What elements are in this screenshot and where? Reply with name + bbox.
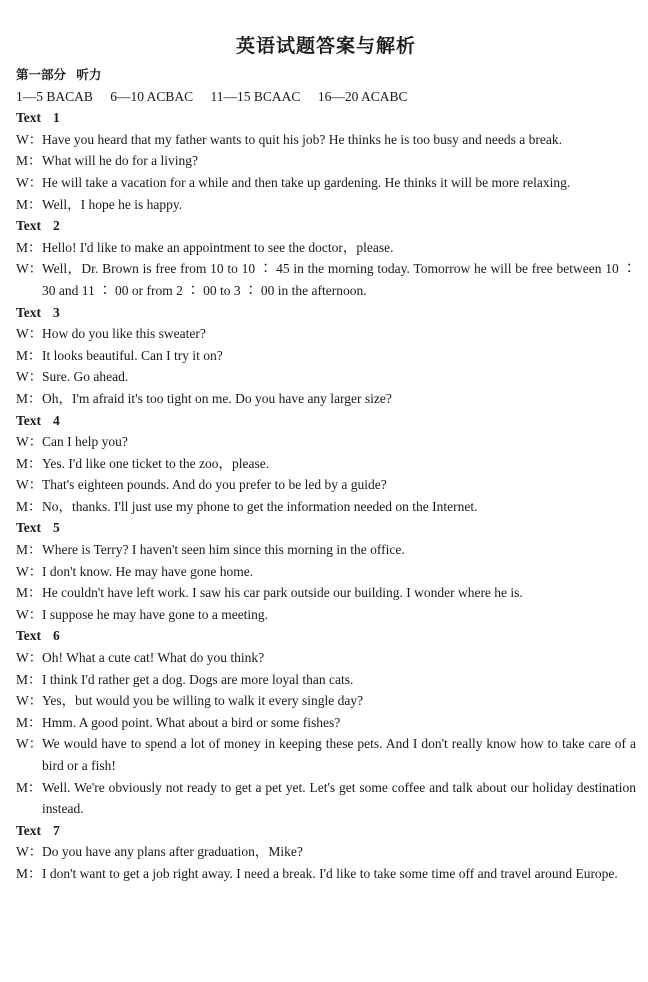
text-heading bbox=[16, 107, 636, 129]
dialogue-text: That's eighteen pounds. And do you prefer to be led by a guide? bbox=[42, 477, 387, 493]
dialogue-text: Well. We're obviously not ready to get a pet yet. Let's get some coffee and talk about our holiday destination instead. bbox=[42, 779, 636, 817]
dialogue-line bbox=[16, 733, 636, 776]
transcripts bbox=[16, 107, 636, 884]
speaker-label: W： bbox=[16, 369, 43, 385]
document-title: 英语试题答案与解析 bbox=[235, 35, 416, 57]
dialogue-text: It looks beautiful. Can I try it on? bbox=[42, 347, 223, 363]
text-number: 3 bbox=[53, 304, 60, 320]
dialogue-text: Can I help you? bbox=[42, 434, 128, 450]
dialogue-line bbox=[16, 690, 636, 712]
dialogue-line bbox=[16, 539, 636, 561]
dialogue-line bbox=[16, 669, 636, 691]
text-label: Text bbox=[16, 304, 42, 320]
dialogue-text: How do you like this sweater? bbox=[42, 326, 206, 342]
text-heading bbox=[16, 302, 636, 324]
speaker-label: M： bbox=[16, 585, 42, 601]
dialogue-text: We would have to spend a lot of money in keeping these pets. And I don't really know how to take care of a bird or a fish! bbox=[42, 736, 636, 773]
dialogue-line bbox=[16, 647, 636, 669]
speaker-label: W： bbox=[16, 844, 43, 860]
dialogue-line bbox=[16, 150, 636, 172]
dialogue-text: Do you have any plans after graduation，Mike? bbox=[42, 844, 303, 860]
speaker-label: M： bbox=[16, 455, 42, 471]
dialogue-line bbox=[16, 366, 636, 388]
dialogue-text: Hello! I'd like to make an appointment to see the doctor，please. bbox=[42, 239, 394, 255]
speaker-label: M： bbox=[16, 390, 42, 406]
dialogue-text: No，thanks. I'll just use my phone to get the information needed on the Internet. bbox=[42, 498, 478, 514]
dialogue-line bbox=[16, 582, 636, 604]
text-label: Text bbox=[16, 110, 42, 126]
answer-key bbox=[16, 86, 636, 108]
dialogue-text: He couldn't have left work. I saw his car park outside our building. I wonder where he is. bbox=[42, 585, 523, 601]
speaker-label: W： bbox=[16, 477, 43, 493]
speaker-label: M： bbox=[16, 153, 42, 169]
text-label: Text bbox=[16, 822, 42, 838]
dialogue-text: Oh! What a cute cat! What do you think? bbox=[42, 650, 265, 666]
dialogue-line bbox=[16, 841, 636, 863]
speaker-label: M： bbox=[16, 196, 42, 212]
speaker-label: W： bbox=[16, 261, 43, 277]
dialogue-line bbox=[16, 431, 636, 453]
text-number: 1 bbox=[53, 110, 60, 126]
dialogue-line bbox=[16, 345, 636, 367]
dialogue-line bbox=[16, 496, 636, 518]
dialogue-line bbox=[16, 258, 636, 301]
answer-group: 1—5 BACAB bbox=[16, 88, 93, 104]
dialogue-line bbox=[16, 129, 636, 151]
dialogue-line bbox=[16, 474, 636, 496]
text-heading bbox=[16, 215, 636, 237]
speaker-label: M： bbox=[16, 347, 42, 363]
text-number: 6 bbox=[53, 628, 60, 644]
dialogue-line bbox=[16, 863, 636, 885]
dialogue-line bbox=[16, 777, 636, 820]
text-number: 4 bbox=[53, 412, 60, 428]
dialogue-line bbox=[16, 453, 636, 475]
dialogue-text: Have you heard that my father wants to quit his job? He thinks he is too busy and needs a break. bbox=[42, 131, 563, 147]
text-heading bbox=[16, 820, 636, 842]
section-name: 听力 bbox=[76, 67, 102, 82]
answer-group: 6—10 ACBAC bbox=[110, 88, 194, 104]
answer-group: 11—15 BCAAC bbox=[210, 88, 301, 104]
dialogue-text: I think I'd rather get a dog. Dogs are more loyal than cats. bbox=[42, 671, 354, 687]
dialogue-text: Well，I hope he is happy. bbox=[42, 196, 183, 212]
text-heading bbox=[16, 625, 636, 647]
dialogue-text: Yes，but would you be willing to walk it every single day? bbox=[42, 693, 364, 709]
dialogue-line bbox=[16, 237, 636, 259]
speaker-label: M： bbox=[16, 714, 42, 730]
dialogue-line bbox=[16, 712, 636, 734]
dialogue-text: Oh，I'm afraid it's too tight on me. Do you have any larger size? bbox=[42, 390, 392, 406]
text-label: Text bbox=[16, 412, 42, 428]
text-label: Text bbox=[16, 520, 42, 536]
dialogue-text: I don't want to get a job right away. I need a break. I'd like to take some time off and travel around Europe. bbox=[42, 865, 618, 881]
speaker-label: M： bbox=[16, 239, 42, 255]
dialogue-text: Hmm. A good point. What about a bird or some fishes? bbox=[42, 714, 341, 730]
speaker-label: W： bbox=[16, 736, 43, 752]
speaker-label: M： bbox=[16, 865, 42, 881]
speaker-label: W： bbox=[16, 326, 43, 342]
speaker-label: W： bbox=[16, 650, 43, 666]
dialogue-text: I suppose he may have gone to a meeting. bbox=[42, 606, 269, 622]
dialogue-text: What will he do for a living? bbox=[42, 153, 198, 169]
text-number: 2 bbox=[53, 218, 60, 234]
section-part: 第一部分 bbox=[16, 67, 67, 82]
speaker-label: W： bbox=[16, 174, 43, 190]
dialogue-text: Well，Dr. Brown is free from 10 to 10 ∶ 45 in the morning today. Tomorrow he will be free between 10 ∶ 30 and 11 ∶ 00 or from 2 ∶ 00 to 3 ∶ 00 in the afternoon. bbox=[42, 261, 636, 298]
speaker-label: M： bbox=[16, 671, 42, 687]
dialogue-line bbox=[16, 172, 636, 194]
text-label: Text bbox=[16, 628, 42, 644]
speaker-label: W： bbox=[16, 563, 43, 579]
dialogue-line bbox=[16, 604, 636, 626]
text-heading bbox=[16, 517, 636, 539]
dialogue-text: Sure. Go ahead. bbox=[42, 369, 129, 385]
speaker-label: W： bbox=[16, 434, 43, 450]
text-label: Text bbox=[16, 218, 42, 234]
dialogue-text: I don't know. He may have gone home. bbox=[42, 563, 254, 579]
dialogue-line bbox=[16, 561, 636, 583]
answer-group: 16—20 ACABC bbox=[317, 88, 408, 104]
text-number: 5 bbox=[53, 520, 60, 536]
dialogue-text: He will take a vacation for a while and then take up gardening. He thinks it will be more relaxing. bbox=[42, 174, 571, 190]
dialogue-line bbox=[16, 388, 636, 410]
section-heading bbox=[16, 64, 636, 86]
dialogue-text: Where is Terry? I haven't seen him since this morning in the office. bbox=[42, 542, 405, 558]
speaker-label: M： bbox=[16, 498, 42, 514]
speaker-label: M： bbox=[16, 779, 42, 795]
dialogue-line bbox=[16, 323, 636, 345]
speaker-label: W： bbox=[16, 131, 43, 147]
text-heading bbox=[16, 410, 636, 432]
text-number: 7 bbox=[53, 822, 60, 838]
dialogue-line bbox=[16, 194, 636, 216]
speaker-label: W： bbox=[16, 606, 43, 622]
speaker-label: M： bbox=[16, 542, 42, 558]
speaker-label: W： bbox=[16, 693, 43, 709]
dialogue-text: Yes. I'd like one ticket to the zoo，please. bbox=[42, 455, 270, 471]
